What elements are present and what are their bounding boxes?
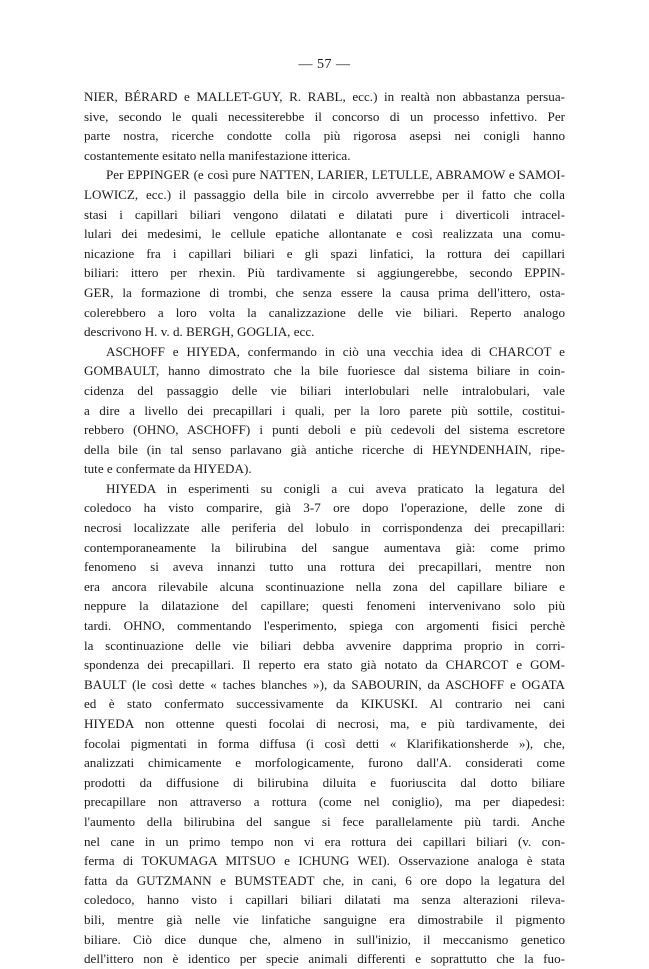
text-line: precapillare non attraverso a rottura (come nel coniglio), ma per diapedesi: <box>84 794 565 810</box>
text-line: ASCHOFF e HIYEDA, confermando in ciò una vecchia idea di CHARCOT e <box>106 343 565 359</box>
text-line: HIYEDA non ottenne questi focolai di necrosi, ma, e più tardivamente, dei <box>84 716 565 731</box>
text-line: tardi. OHNO, commentando l'esperimento, spiega con argomenti fisici perchè <box>84 618 565 634</box>
text-line: nicazione fra i capillari biliari e gli spazi linfatici, la rottura dei capillari <box>84 245 565 261</box>
text-line: GER, la formazione di trombi, che senza essere la causa prima dell'ittero, osta- <box>84 284 565 300</box>
text-line: era ancora rilevabile alcuna scontinuazione nella zona del capillare biliare e <box>84 578 565 594</box>
text-line: cidenza del passaggio delle vie biliari interlobulari nelle intralobulari, vale <box>84 382 565 398</box>
text-line: della bile (in tal senso parlavano già antiche ricerche di HEYNDENHAIN, ripe- <box>84 441 565 457</box>
paragraph <box>84 479 565 969</box>
text-line: descrivono H. v. d. BERGH, GOGLIA, ecc. <box>84 324 315 340</box>
text-line: costantemente esitato nella manifestazione itterica. <box>84 147 351 163</box>
text-line: Per EPPINGER (e così pure NATTEN, LARIER, LETULLE, ABRAMOW e SAMOI- <box>106 167 565 183</box>
text-line: GOMBAULT, hanno dimostrato che la bile fuoriesce dal sistema biliare in coin- <box>84 363 565 379</box>
page-number: — 57 — <box>298 57 351 72</box>
text-line: coledoco ha visto comparire, già 3-7 ore dopo l'operazione, delle zone di <box>84 500 565 516</box>
text-line: a dire a livello dei precapillari i quali, per la loro parete più sottile, costitui- <box>84 402 565 418</box>
paragraph <box>84 342 565 479</box>
text-line: contemporaneamente la bilirubina del sangue aumentava già: come primo <box>84 539 565 555</box>
text-line: LOWICZ, ecc.) il passaggio della bile in circolo avverrebbe per il fatto che colla <box>84 186 565 202</box>
text-line: biliare. Ciò dice dunque che, almeno in sull'inizio, il meccanismo genetico <box>84 931 565 947</box>
text-line: analizzati chimicamente e morfologicamente, furono dall'A. considerati come <box>84 755 565 771</box>
text-line: l'aumento della bilirubina del sangue si fece parallelamente più tardi. Anche <box>84 813 565 829</box>
text-line: BAULT (le così dette « taches blanches »), da SABOURIN, da ASCHOFF e OGATA <box>84 676 565 692</box>
text-line: fatta da GUTZMANN e BUMSTEADT che, in cani, 6 ore dopo la legatura del <box>84 872 565 888</box>
text-line: nel cane in un primo tempo non vi era rottura dei capillari biliari (v. con- <box>84 833 565 849</box>
text-line: colerebbero a loro volta la canalizzazione delle vie biliari. Reperto analogo <box>84 304 565 320</box>
text-line: ferma di TOKUMAGA MITSUO e ICHUNG WEI). Osservazione analoga è stata <box>84 853 565 869</box>
text-line: biliari: ittero per rhexin. Più tardivamente si aggiungerebbe, secondo EPPIN- <box>84 265 565 281</box>
text-line: lulari dei medesimi, le cellule epatiche allontanate e così realizzata una comu- <box>84 226 565 242</box>
paragraph <box>84 165 565 341</box>
text-line: dell'ittero non è identico per specie animali differenti e soprattutto che la fuo- <box>84 951 565 967</box>
text-line: bili, mentre già nelle vie linfatiche sanguigne era dimostrabile il pigmento <box>84 911 565 927</box>
text-line: focolai pigmentati in forma diffusa (i così detti « Klarifikationsherde »), che, <box>84 735 565 751</box>
text-line: ed è stato confermato successivamente da KIKUSKI. Al contrario nei cani <box>84 696 565 712</box>
text-line: stasi i capillari biliari vengono dilatati e dilatati pure i diverticoli intracel- <box>84 206 565 222</box>
text-line: prodotti da diffusione di bilirubina diluita e fuoriuscita dal dotto biliare <box>84 774 565 790</box>
text-line: sive, secondo le quali necessiterebbe il concorso di un processo infettivo. Per <box>84 108 565 124</box>
text-line: rebbero (OHNO, ASCHOFF) i punti deboli e più cedevoli del sistema escretore <box>84 422 565 438</box>
text-line: spondenza dei precapillari. Il reperto era stato già notato da CHARCOT e GOM- <box>84 657 565 673</box>
text-line: parte nostra, ricerche condotte colla più rigorosa asepsi nei conigli hanno <box>84 128 565 144</box>
text-line: necrosi localizzate alle periferia del lobulo in corrispondenza dei precapillari: <box>84 520 565 536</box>
text-line: HIYEDA in esperimenti su conigli a cui aveva praticato la legatura del <box>106 480 565 496</box>
body-text <box>84 87 565 969</box>
text-line: NIER, BÉRARD e MALLET-GUY, R. RABL, ecc.) in realtà non abbastanza persua- <box>84 89 565 104</box>
text-line: neppure la dilatazione del capillare; questi fenomeni intervenivano solo più <box>84 598 565 614</box>
text-line: fenomeno si aveva innanzi tutto una rottura dei precapillari, mentre non <box>84 559 565 575</box>
text-line: coledoco, hanno visto i capillari biliari dilatati ma senza alterazioni rileva- <box>84 892 565 908</box>
text-line: la scontinuazione delle vie biliari debba avvenire dapprima proprio in corri- <box>84 637 565 653</box>
paragraph <box>84 87 565 165</box>
text-line: tute e confermate da HIYEDA). <box>84 461 252 477</box>
